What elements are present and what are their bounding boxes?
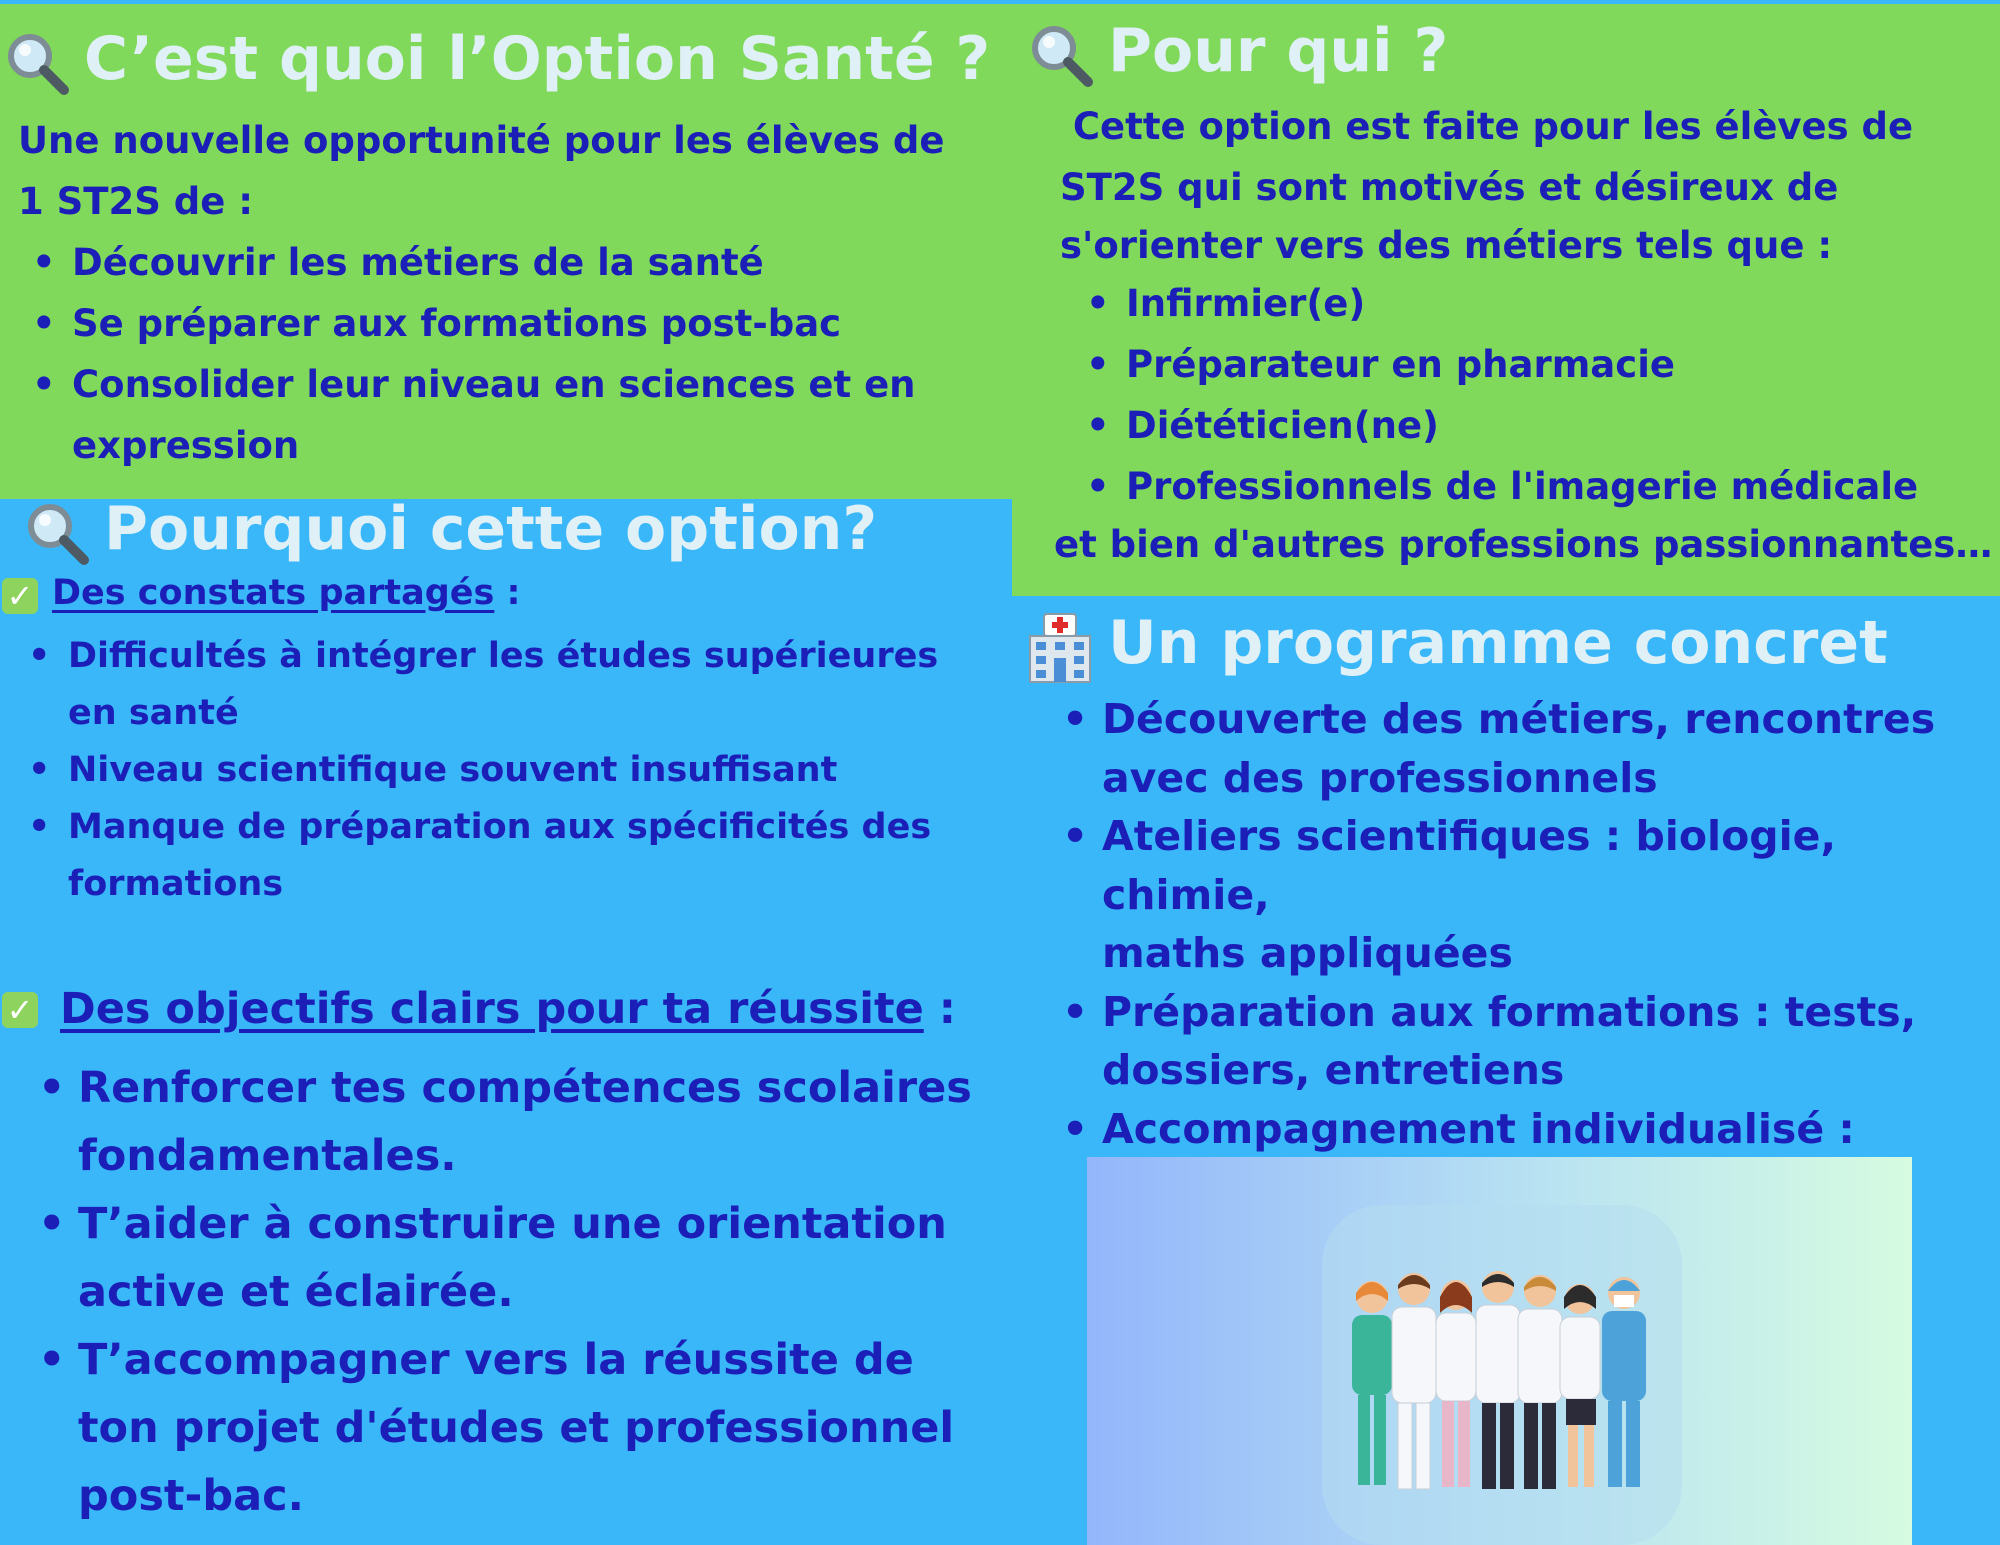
section3-list2 bbox=[78, 1054, 972, 1530]
list-item-continuation: en santé bbox=[68, 693, 239, 733]
person-figure bbox=[1436, 1280, 1476, 1487]
list-item: • Difficultés à intégrer les études supérieures bbox=[68, 628, 938, 685]
person-figure bbox=[1352, 1281, 1392, 1485]
heading-shared-findings bbox=[52, 573, 521, 613]
person-figure bbox=[1560, 1284, 1600, 1487]
heading-clear-objectives bbox=[60, 984, 956, 1034]
list-item: • Se préparer aux formations post-bac bbox=[72, 293, 916, 354]
magnifier-icon bbox=[24, 500, 90, 566]
medical-team-illustration bbox=[1332, 1257, 1672, 1527]
section2-list bbox=[1126, 273, 1918, 517]
list-item: • Renforcer tes compétences scolaires bbox=[78, 1054, 972, 1122]
intro-line: s'orienter vers des métiers tels que : bbox=[1060, 224, 1833, 267]
list-item: • Manque de préparation aux spécificités des bbox=[68, 799, 938, 856]
list-item-continuation: expression bbox=[72, 424, 300, 467]
section-title-for-whom: Pour qui ? bbox=[1108, 16, 1449, 86]
list-item: • Accompagnement individualisé : bbox=[1102, 1100, 2000, 1159]
list-item: • T’aider à construire une orientation bbox=[78, 1190, 972, 1258]
list-item-continuation: post-bac. bbox=[78, 1471, 304, 1521]
section1-list bbox=[72, 232, 916, 476]
heading-text: Des constats partagés bbox=[52, 573, 495, 613]
section2-outro: et bien d'autres professions passionnantes… bbox=[1054, 523, 1993, 566]
list-item: • T’accompagner vers la réussite de bbox=[78, 1326, 972, 1394]
heading-suffix: : bbox=[494, 573, 521, 613]
list-item: • Consolider leur niveau en sciences et en bbox=[72, 354, 916, 415]
list-item: • Découverte des métiers, rencontres bbox=[1102, 690, 2000, 749]
intro-line: Cette option est faite pour les élèves de bbox=[1060, 105, 1914, 148]
section2-intro bbox=[1060, 96, 1913, 274]
list-item-continuation: avec des professionnels bbox=[1102, 753, 1658, 802]
list-item-continuation: ton projet d'études et professionnel bbox=[78, 1403, 955, 1453]
section1-intro bbox=[18, 110, 944, 232]
list-item: • Professionnels de l'imagerie médicale bbox=[1126, 456, 1918, 517]
list-item: • Niveau scientifique souvent insuffisant bbox=[68, 742, 938, 799]
person-figure bbox=[1476, 1271, 1520, 1489]
list-item-continuation: active et éclairée. bbox=[78, 1267, 514, 1317]
list-item-continuation: maths appliquées bbox=[1102, 929, 1513, 977]
check-icon: ✓ bbox=[2, 992, 38, 1028]
check-icon: ✓ bbox=[2, 578, 38, 614]
list-item-continuation: fondamentales. bbox=[78, 1131, 457, 1181]
hospital-icon bbox=[1026, 612, 1094, 684]
section-title-program: Un programme concret bbox=[1108, 608, 1888, 678]
heading-text: Des objectifs clairs pour ta réussite bbox=[60, 984, 924, 1034]
magnifier-icon bbox=[1028, 22, 1094, 88]
list-item-continuation: dossiers, entretiens bbox=[1102, 1046, 1565, 1094]
illustration-panel bbox=[1087, 1157, 1912, 1545]
person-figure bbox=[1518, 1275, 1562, 1489]
heading-suffix: : bbox=[923, 984, 956, 1034]
magnifier-icon bbox=[4, 30, 70, 96]
list-item: • Préparateur en pharmacie bbox=[1126, 334, 1918, 395]
intro-line: ST2S qui sont motivés et désireux de bbox=[1060, 166, 1839, 209]
list-item-continuation: formations bbox=[68, 864, 284, 904]
list-item: • Diététicien(ne) bbox=[1126, 395, 1918, 456]
person-figure bbox=[1392, 1273, 1436, 1489]
intro-line: 1 ST2S de : bbox=[18, 180, 254, 223]
section-title-why: Pourquoi cette option? bbox=[104, 494, 878, 564]
section-title-what-is: C’est quoi l’Option Santé ? bbox=[84, 24, 991, 94]
person-figure bbox=[1602, 1277, 1646, 1487]
list-item: • Découvrir les métiers de la santé bbox=[72, 232, 916, 293]
section4-list bbox=[1102, 690, 2000, 1217]
intro-line: Une nouvelle opportunité pour les élèves de bbox=[18, 119, 945, 162]
section3-list1 bbox=[68, 628, 938, 913]
list-item: • Préparation aux formations : tests, bbox=[1102, 983, 2000, 1042]
list-item: • Infirmier(e) bbox=[1126, 273, 1918, 334]
list-item: • Ateliers scientifiques : biologie, chimie, bbox=[1102, 807, 2000, 924]
